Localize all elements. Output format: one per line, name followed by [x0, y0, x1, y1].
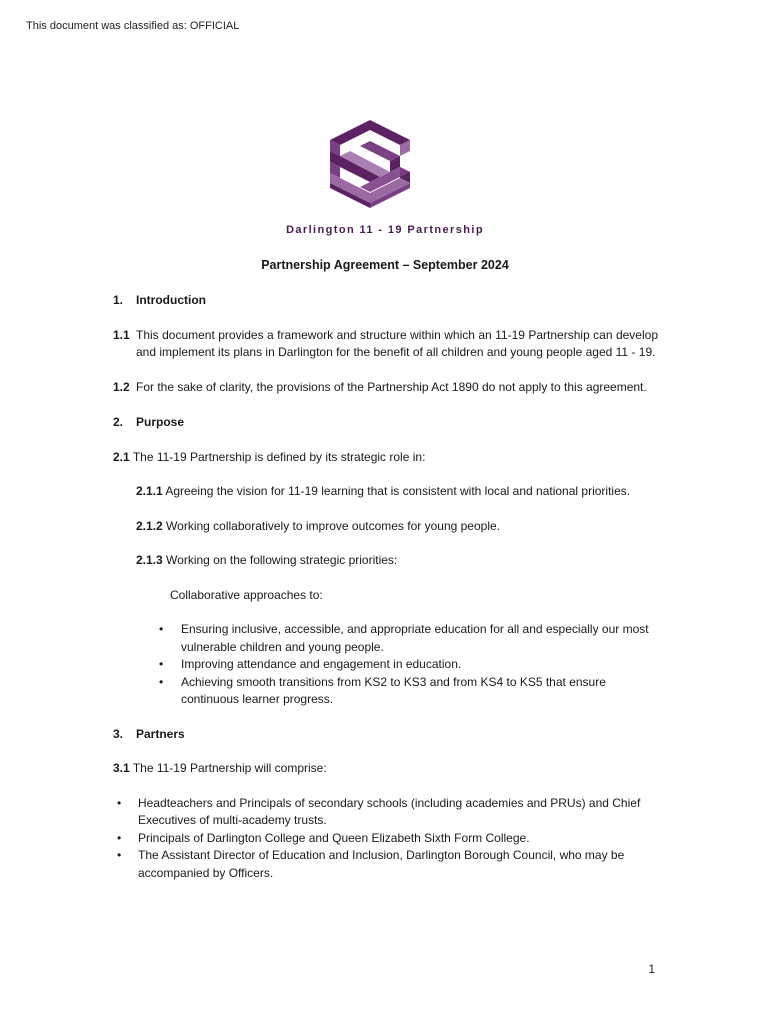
paragraph-2-1-1: 2.1.1 Agreeing the vision for 11-19 learning that is consistent with local and national priorities.: [136, 484, 631, 498]
paragraph-3-1: 3.1 The 11-19 Partnership will comprise:: [113, 761, 327, 775]
bullet-icon: •: [159, 674, 164, 689]
paragraph-1-1: 1.1 This document provides a framework and structure within which an 11-19 Partnership can develop and implement its plans in Darlington for the benefit of all children and young people aged 11 - 19.: [113, 327, 658, 359]
paragraph-2-1-3: 2.1.3 Working on the following strategic priorities:: [136, 553, 398, 567]
classification-label: This document was classified as: OFFICIAL: [26, 20, 240, 32]
list-item: • Ensuring inclusive, accessible, and appropriate education for all and especially our most vulnerable children and young people.: [159, 622, 649, 654]
bullet-icon: •: [117, 830, 122, 845]
priority-bullet-list: [113, 621, 658, 709]
list-item: • The Assistant Director of Education and Inclusion, Darlington Borough Council, who may be accompanied by Officers.: [117, 848, 625, 880]
collaborative-intro: Collaborative approaches to:: [170, 587, 323, 602]
list-item: • Improving attendance and engagement in education.: [113, 656, 658, 674]
document-title: Partnership Agreement – September 2024: [261, 258, 509, 272]
document-body: [113, 292, 658, 882]
partner-bullet-list: [113, 795, 658, 883]
section-heading-partners: 3. Partners: [113, 726, 185, 741]
bullet-icon: •: [117, 848, 122, 862]
interlocking-cube-logo-icon: [322, 116, 418, 212]
section-heading-purpose: 2. Purpose: [113, 415, 185, 429]
list-item: • Achieving smooth transitions from KS2 to KS3 and from KS4 to KS5 that ensure continuous learner progress.: [159, 674, 606, 706]
page-number: 1: [648, 962, 655, 976]
paragraph-2-1: 2.1 The 11-19 Partnership is defined by its strategic role in:: [113, 449, 426, 464]
bullet-icon: •: [117, 795, 122, 810]
paragraph-1-2: 1.2 For the sake of clarity, the provisions of the Partnership Act 1890 do not apply to this agreement.: [113, 380, 647, 394]
bullet-icon: •: [159, 657, 164, 671]
section-heading-introduction: 1. Introduction: [113, 293, 206, 307]
bullet-icon: •: [159, 622, 164, 636]
list-item: • Headteachers and Principals of secondary schools (including academies and PRUs) and Chief Executives of multi-academy trusts.: [117, 795, 641, 827]
logo-wordmark: Darlington 11 - 19 Partnership: [286, 224, 484, 236]
list-item: • Principals of Darlington College and Queen Elizabeth Sixth Form College.: [113, 830, 658, 848]
paragraph-2-1-2: 2.1.2 Working collaboratively to improve outcomes for young people.: [136, 518, 500, 533]
